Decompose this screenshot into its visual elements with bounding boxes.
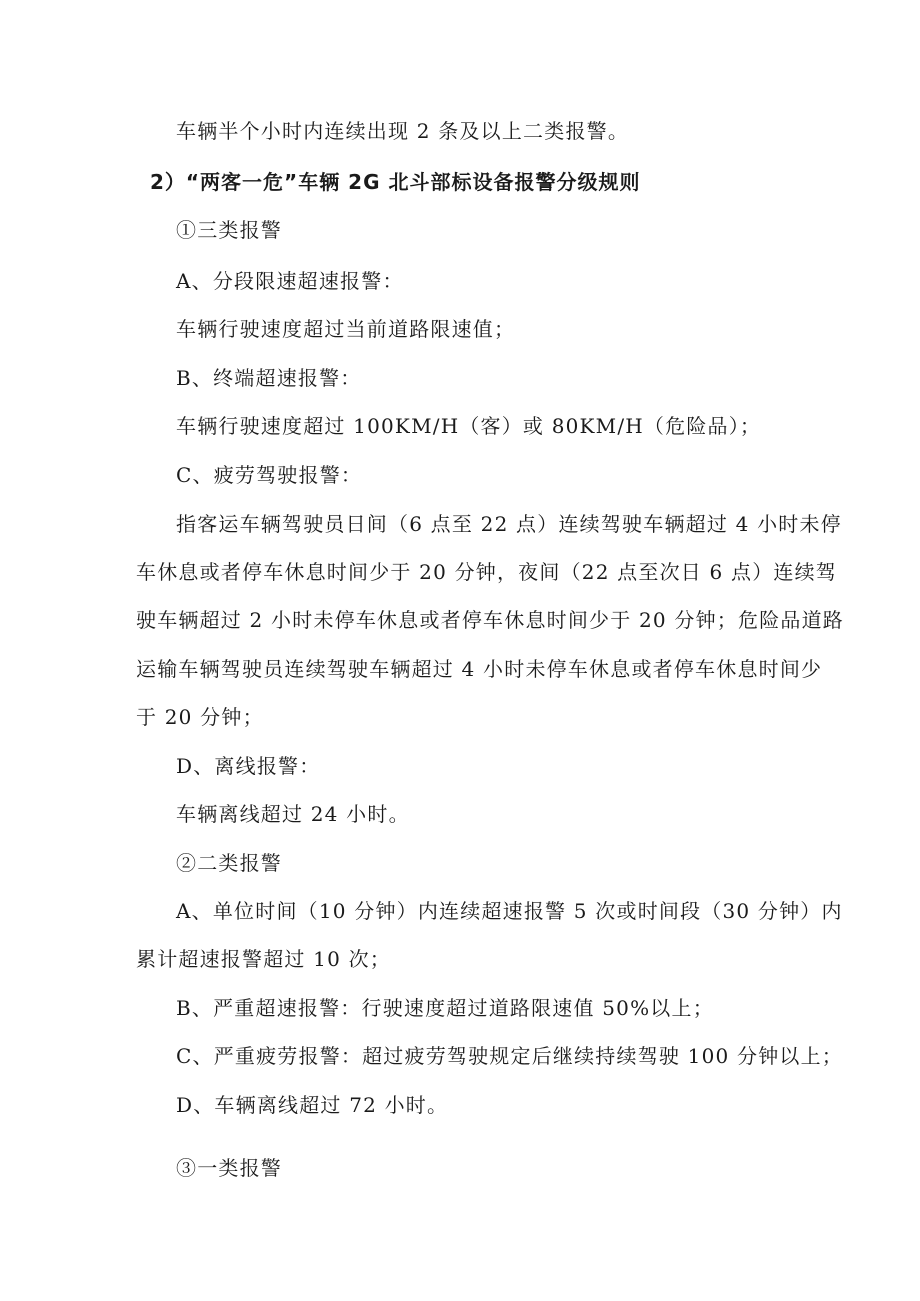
paragraph-line: 车辆离线超过 24 小时。 [176, 802, 410, 826]
paragraph-line: 车辆行驶速度超过 100KM/H（客）或 80KM/H（危险品）； [176, 414, 762, 438]
paragraph-line: D、车辆离线超过 72 小时。 [176, 1093, 449, 1117]
paragraph-line: 于 20 分钟； [136, 705, 264, 729]
paragraph-line: 累计超速报警超过 10 次； [136, 947, 391, 971]
paragraph-line: 车辆行驶速度超过当前道路限速值； [176, 317, 516, 341]
paragraph-line: 驶车辆超过 2 小时未停车休息或者停车休息时间少于 20 分钟；危险品道路 [136, 608, 845, 632]
item-heading: B、终端超速报警： [176, 366, 362, 390]
paragraph-line: C、严重疲劳报警：超过疲劳驾驶规定后继续持续驾驶 100 分钟以上； [176, 1044, 843, 1068]
paragraph-line: B、严重超速报警：行驶速度超过道路限速值 50%以上； [176, 996, 714, 1020]
subsection-heading: ②二类报警 [176, 851, 282, 875]
paragraph-line: 运输车辆驾驶员连续驾驶车辆超过 4 小时未停车休息或者停车休息时间少 [136, 657, 823, 681]
section-heading: 2）“两客一危”车辆 2G 北斗部标设备报警分级规则 [150, 170, 641, 194]
paragraph-line: A、单位时间（10 分钟）内连续超速报警 5 次或时间段（30 分钟）内 [176, 899, 843, 923]
paragraph-line: 车辆半个小时内连续出现 2 条及以上二类报警。 [176, 119, 630, 143]
subsection-heading: ③一类报警 [176, 1156, 282, 1180]
subsection-heading: ①三类报警 [176, 218, 282, 242]
item-heading: A、分段限速超速报警： [176, 269, 404, 293]
item-heading: D、离线报警： [176, 754, 321, 778]
paragraph-line: 指客运车辆驾驶员日间（6 点至 22 点）连续驾驶车辆超过 4 小时未停 [176, 512, 842, 536]
item-heading: C、疲劳驾驶报警： [176, 463, 363, 487]
paragraph-line: 车休息或者停车休息时间少于 20 分钟，夜间（22 点至次日 6 点）连续驾 [136, 560, 838, 584]
